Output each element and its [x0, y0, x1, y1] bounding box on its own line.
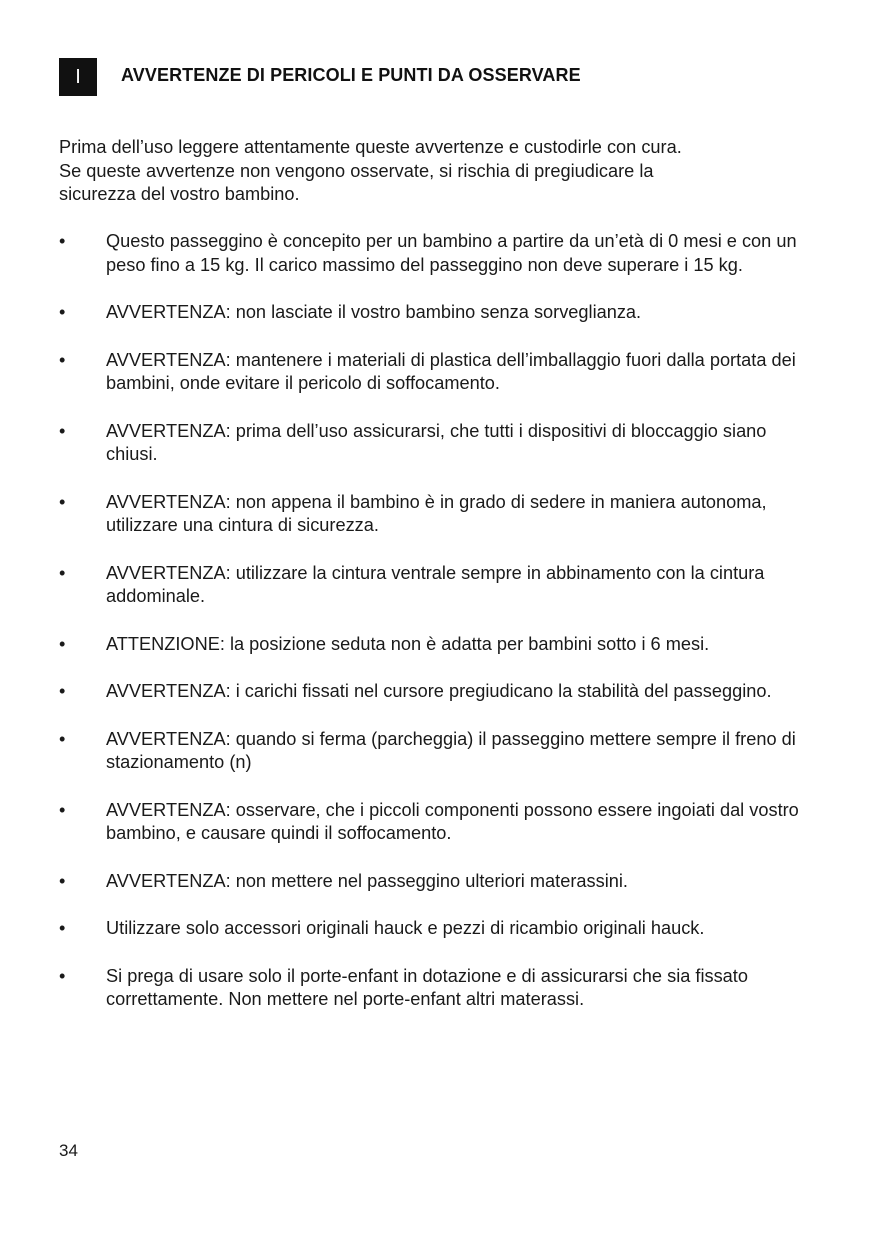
- warning-text: AVVERTENZA: mantenere i materiali di plastica dell’imballaggio fuori dalla portata dei bambini, onde evitare il pericolo di soffocamento.: [106, 349, 796, 393]
- bullet-icon: •: [59, 420, 66, 441]
- bullet-icon: •: [59, 870, 66, 891]
- warning-item: [59, 301, 806, 325]
- page-number: 34: [59, 1141, 78, 1160]
- language-badge: I: [59, 58, 97, 96]
- warning-text: AVVERTENZA: osservare, che i piccoli componenti possono essere ingoiati dal vostro bambino, e causare quindi il soffocamento.: [106, 799, 799, 843]
- bullet-icon: •: [59, 349, 66, 370]
- warning-item: [59, 633, 806, 657]
- intro-paragraph: [59, 136, 799, 207]
- warning-item: [59, 349, 806, 396]
- intro-line: Prima dell’uso leggere attentamente queste avvertenze e custodirle con cura.: [59, 137, 682, 157]
- bullet-icon: •: [59, 965, 66, 986]
- warning-item: [59, 562, 806, 609]
- warning-text: ATTENZIONE: la posizione seduta non è adatta per bambini sotto i 6 mesi.: [106, 633, 710, 654]
- warning-item: [59, 728, 806, 775]
- bullet-icon: •: [59, 302, 66, 322]
- warning-text: AVVERTENZA: prima dell’uso assicurarsi, che tutti i dispositivi di bloccaggio siano chiusi.: [106, 420, 767, 464]
- warning-item: [59, 799, 806, 846]
- bullet-icon: •: [59, 918, 66, 938]
- warning-item: [59, 420, 806, 467]
- warning-text: AVVERTENZA: i carichi fissati nel cursore pregiudicano la stabilità del passeggino.: [106, 681, 772, 701]
- bullet-icon: •: [59, 491, 66, 512]
- bullet-icon: •: [59, 799, 66, 820]
- warning-text: Questo passeggino è concepito per un bambino a partire da un’età di 0 mesi e con un peso fino a 15 kg. Il carico massimo del passeggino non deve superare i 15 kg.: [106, 231, 797, 275]
- warning-item: [59, 680, 806, 704]
- warning-text: AVVERTENZA: non appena il bambino è in grado di sedere in maniera autonoma, utilizzare una cintura di sicurezza.: [106, 491, 767, 535]
- bullet-icon: •: [59, 728, 66, 749]
- bullet-icon: •: [59, 681, 66, 701]
- intro-line: Se queste avvertenze non vengono osservate, si rischia di pregiudicare la: [59, 160, 654, 181]
- bullet-icon: •: [59, 231, 66, 251]
- intro-line: sicurezza del vostro bambino.: [59, 184, 300, 204]
- page-title: AVVERTENZE DI PERICOLI E PUNTI DA OSSERVARE: [121, 65, 581, 85]
- warning-text: AVVERTENZA: utilizzare la cintura ventrale sempre in abbinamento con la cintura addominale.: [106, 562, 765, 606]
- warning-item: [59, 917, 806, 941]
- warning-text: Utilizzare solo accessori originali hauck e pezzi di ricambio originali hauck.: [106, 918, 705, 938]
- warning-text: Si prega di usare solo il porte-enfant in dotazione e di assicurarsi che sia fissato correttamente. Non mettere nel porte-enfant altri materassi.: [106, 965, 748, 1009]
- bullet-icon: •: [59, 633, 66, 654]
- warning-item: [59, 870, 806, 894]
- warning-item: [59, 230, 806, 277]
- warning-text: AVVERTENZA: quando si ferma (parcheggia) il passeggino mettere sempre il freno di stazionamento (n): [106, 728, 796, 772]
- warning-text: AVVERTENZA: non lasciate il vostro bambino senza sorveglianza.: [106, 302, 642, 322]
- warning-item: [59, 965, 806, 1012]
- warnings-list: [59, 230, 819, 1036]
- bullet-icon: •: [59, 562, 66, 583]
- warning-item: [59, 491, 806, 538]
- warning-text: AVVERTENZA: non mettere nel passeggino ulteriori materassini.: [106, 870, 628, 891]
